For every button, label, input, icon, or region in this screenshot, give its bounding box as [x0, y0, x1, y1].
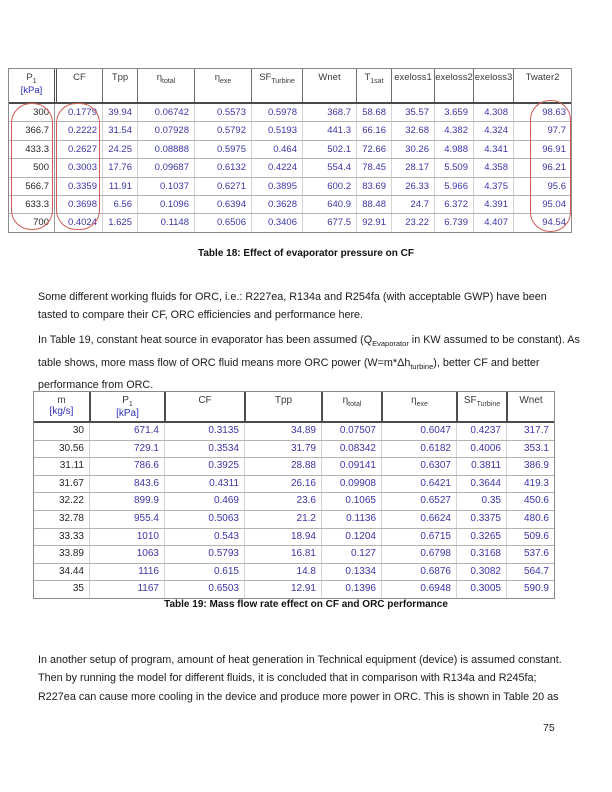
- table-cell: 0.6798: [381, 546, 456, 563]
- table-cell: 0.1037: [137, 178, 194, 195]
- table-cell: 24.25: [102, 141, 137, 158]
- table-cell: 92.91: [356, 214, 391, 231]
- column-header-t1sat: [356, 69, 391, 102]
- table-19-header: [34, 392, 554, 423]
- table-cell: 0.6503: [164, 581, 244, 598]
- table-cell: 0.2627: [54, 141, 102, 158]
- table-cell: 17.76: [102, 159, 137, 176]
- table-cell: 0.6047: [381, 423, 456, 440]
- table-cell: 1116: [89, 564, 164, 581]
- column-header-eta-exe: [381, 392, 456, 421]
- table-cell: 0.1204: [321, 529, 381, 546]
- text-line: R227ea can cause more cooling in the device and produce more power in ORC. This is shown in Table 20 as: [38, 690, 559, 703]
- table-cell: 4.375: [473, 178, 513, 195]
- column-header-p1: [9, 69, 54, 102]
- table-cell: 786.6: [89, 458, 164, 475]
- column-header-wnet: [506, 392, 554, 421]
- text-line: In Table 19, constant heat source in evaporator has been assumed ($Q_{Evaporator}$ in KW assumed to be constant). As: [38, 334, 580, 349]
- table-18-body: [9, 104, 571, 232]
- table-cell: 0.3644: [456, 476, 506, 493]
- table-cell: 0.6182: [381, 441, 456, 458]
- table-cell: 0.6506: [194, 214, 251, 231]
- table-row: [34, 458, 554, 476]
- column-header-tpp: [244, 392, 321, 421]
- column-header-label: $SF_{Turbine}$: [259, 72, 295, 85]
- table-cell: 0.3811: [456, 458, 506, 475]
- table-row: [9, 196, 571, 214]
- table-cell: 4.391: [473, 196, 513, 213]
- table-cell: 500: [33, 162, 49, 174]
- table-cell: 0.5792: [194, 122, 251, 139]
- column-header-m: [34, 392, 89, 421]
- table-cell: 35: [72, 583, 84, 595]
- text-line: In another setup of program, amount of heat generation in Technical equipment (device) is assumed constant.: [38, 654, 562, 666]
- column-header-label: exeloss3: [474, 72, 513, 83]
- table-cell: 0.3406: [251, 214, 302, 231]
- table-cell: 0.07928: [137, 122, 194, 139]
- table-cell: 21.2: [244, 511, 321, 528]
- table-18: [8, 68, 572, 233]
- table-cell: 14.8: [244, 564, 321, 581]
- table-cell: 0.6271: [194, 178, 251, 195]
- table-19-body: [34, 423, 554, 598]
- table-cell: 899.9: [89, 493, 164, 510]
- column-header-label: CF: [73, 72, 86, 83]
- table-cell: 441.3: [302, 122, 356, 139]
- table-cell: 6.372: [434, 196, 473, 213]
- table-cell: 0.6527: [381, 493, 456, 510]
- table-18-caption: Table 18: Effect of evaporator pressure on CF: [198, 248, 414, 259]
- column-header-label: $\eta_{exe}$: [411, 395, 428, 408]
- table-cell: 30.56: [58, 442, 84, 454]
- column-header-label: $\eta_{total}$: [342, 395, 362, 408]
- table-cell: 1063: [89, 546, 164, 563]
- table-cell: 0.3005: [456, 581, 506, 598]
- table-cell: 1167: [89, 581, 164, 598]
- table-cell: 590.9: [506, 581, 554, 598]
- column-header-sf-turbine: [456, 392, 506, 421]
- table-row: [34, 493, 554, 511]
- table-19: [33, 391, 555, 599]
- table-cell: 729.1: [89, 441, 164, 458]
- table-cell: 4.341: [473, 141, 513, 158]
- table-cell: 0.5978: [251, 104, 302, 121]
- table-cell: 95.6: [513, 178, 571, 195]
- paragraph-table19-intro: [38, 331, 598, 395]
- table-cell: 564.7: [506, 564, 554, 581]
- column-unit-label: [kPa]: [116, 408, 139, 419]
- table-cell: 843.6: [89, 476, 164, 493]
- table-cell: 0.1136: [321, 511, 381, 528]
- table-cell: 0.4311: [164, 476, 244, 493]
- table-cell: 28.17: [391, 159, 434, 176]
- table-cell: 4.407: [473, 214, 513, 231]
- column-header-cf: [164, 392, 244, 421]
- table-cell: 32.68: [391, 122, 434, 139]
- table-cell: 16.81: [244, 546, 321, 563]
- table-cell: 566.7: [25, 180, 49, 192]
- table-cell: 5.966: [434, 178, 473, 195]
- column-header-sf-turbine: [251, 69, 302, 102]
- table-row: [34, 546, 554, 564]
- column-header-label: m: [57, 395, 66, 406]
- table-cell: 700: [33, 217, 49, 229]
- table-cell: 640.9: [302, 196, 356, 213]
- table-cell: 0.1334: [321, 564, 381, 581]
- table-row: [34, 564, 554, 582]
- table-cell: 35.57: [391, 104, 434, 121]
- table-cell: 88.48: [356, 196, 391, 213]
- table-cell: 0.3265: [456, 529, 506, 546]
- column-header-wnet: [302, 69, 356, 102]
- table-cell: 31.67: [58, 477, 84, 489]
- table-cell: 0.07507: [321, 423, 381, 440]
- table-cell: 66.16: [356, 122, 391, 139]
- table-cell: 6.739: [434, 214, 473, 231]
- table-cell: 0.6624: [381, 511, 456, 528]
- table-cell: 0.6948: [381, 581, 456, 598]
- table-cell: 0.127: [321, 546, 381, 563]
- table-cell: 1010: [89, 529, 164, 546]
- table-cell: 633.3: [25, 198, 49, 210]
- table-cell: 0.6421: [381, 476, 456, 493]
- table-cell: 368.7: [302, 104, 356, 121]
- table-cell: 23.22: [391, 214, 434, 231]
- paragraph-working-fluids: [38, 288, 598, 325]
- table-cell: 72.66: [356, 141, 391, 158]
- column-header-label: Tpp: [111, 72, 129, 83]
- text-line: tasted to compare their CF, ORC efficiencies and performance here.: [38, 309, 364, 322]
- table-cell: 0.3375: [456, 511, 506, 528]
- table-cell: 0.4024: [54, 214, 102, 231]
- table-cell: 554.4: [302, 159, 356, 176]
- table-row: [9, 104, 571, 122]
- table-cell: 4.358: [473, 159, 513, 176]
- table-cell: 0.6132: [194, 159, 251, 176]
- table-cell: 0.6876: [381, 564, 456, 581]
- table-cell: 509.6: [506, 529, 554, 546]
- table-cell: 96.21: [513, 159, 571, 176]
- column-header-label: Twater2: [525, 72, 560, 83]
- table-cell: 34.89: [244, 423, 321, 440]
- table-cell: 0.1096: [137, 196, 194, 213]
- table-cell: 0.1396: [321, 581, 381, 598]
- column-header-label: exeloss1: [394, 72, 432, 83]
- table-cell: 5.509: [434, 159, 473, 176]
- table-cell: 0.5793: [164, 546, 244, 563]
- table-cell: 0.09687: [137, 159, 194, 176]
- table-cell: 32.22: [58, 495, 84, 507]
- table-cell: 0.3895: [251, 178, 302, 195]
- table-cell: 4.308: [473, 104, 513, 121]
- table-cell: 4.324: [473, 122, 513, 139]
- table-cell: 0.09908: [321, 476, 381, 493]
- table-cell: 955.4: [89, 511, 164, 528]
- table-cell: 98.63: [513, 104, 571, 121]
- column-header-exeloss2: [434, 69, 473, 102]
- table-cell: 600.2: [302, 178, 356, 195]
- table-cell: 6.56: [102, 196, 137, 213]
- table-row: [9, 141, 571, 159]
- table-19-caption: Table 19: Mass flow rate effect on CF and ORC performance: [164, 599, 448, 610]
- table-cell: 26.33: [391, 178, 434, 195]
- table-row: [34, 511, 554, 529]
- table-cell: 0.35: [456, 493, 506, 510]
- column-header-exeloss3: [473, 69, 513, 102]
- table-cell: 39.94: [102, 104, 137, 121]
- table-cell: 0.06742: [137, 104, 194, 121]
- table-cell: 97.7: [513, 122, 571, 139]
- table-cell: 12.91: [244, 581, 321, 598]
- table-cell: 0.464: [251, 141, 302, 158]
- table-cell: 1.625: [102, 214, 137, 231]
- column-header-label: Tpp: [274, 395, 293, 406]
- table-cell: 28.88: [244, 458, 321, 475]
- column-header-exeloss1: [391, 69, 434, 102]
- table-cell: 353.1: [506, 441, 554, 458]
- table-cell: 24.7: [391, 196, 434, 213]
- table-row: [9, 178, 571, 196]
- table-cell: 0.1148: [137, 214, 194, 231]
- column-header-label: exeloss2: [435, 72, 473, 83]
- table-cell: 0.4224: [251, 159, 302, 176]
- text-line: Some different working fluids for ORC, i.e.: R227ea, R134a and R254fa (with acceptable GWP) have been: [38, 291, 547, 303]
- table-row: [9, 122, 571, 140]
- table-cell: 0.615: [164, 564, 244, 581]
- column-header-label: $P_1$: [122, 395, 133, 408]
- table-cell: 0.3698: [54, 196, 102, 213]
- table-cell: 366.7: [25, 125, 49, 137]
- table-cell: 3.659: [434, 104, 473, 121]
- table-cell: 0.3925: [164, 458, 244, 475]
- table-row: [34, 423, 554, 441]
- table-cell: 58.68: [356, 104, 391, 121]
- table-cell: 95.04: [513, 196, 571, 213]
- column-header-p1: [89, 392, 164, 421]
- table-cell: 0.3359: [54, 178, 102, 195]
- table-row: [9, 214, 571, 231]
- table-cell: 0.08888: [137, 141, 194, 158]
- table-cell: 33.33: [58, 530, 84, 542]
- table-cell: 0.543: [164, 529, 244, 546]
- table-cell: 31.11: [59, 460, 84, 472]
- column-header-label: $\eta_{exe}$: [214, 72, 232, 85]
- table-cell: 677.5: [302, 214, 356, 231]
- table-cell: 0.3168: [456, 546, 506, 563]
- table-cell: 0.3135: [164, 423, 244, 440]
- table-cell: 502.1: [302, 141, 356, 158]
- table-cell: 317.7: [506, 423, 554, 440]
- table-cell: 0.2222: [54, 122, 102, 139]
- text-line: performance from ORC.: [38, 379, 154, 392]
- column-unit-label: [kPa]: [20, 84, 43, 96]
- text-line: Then by running the model for different fluids, it is concluded that in comparison with R134a and R245fa;: [38, 672, 537, 685]
- table-cell: 4.382: [434, 122, 473, 139]
- column-header-label: Wnet: [519, 395, 543, 406]
- table-cell: 0.5573: [194, 104, 251, 121]
- text-line: table shows, more mass flow of ORC fluid means more ORC power $(W=m*\Delta h_{turbine})$, better CF and better: [38, 356, 540, 371]
- column-unit-label: [kg/s]: [49, 406, 74, 417]
- table-cell: 0.3628: [251, 196, 302, 213]
- table-cell: 0.1779: [54, 104, 102, 121]
- table-cell: 0.6394: [194, 196, 251, 213]
- table-row: [34, 441, 554, 459]
- table-cell: 78.45: [356, 159, 391, 176]
- column-header-label: $\eta_{total}$: [156, 72, 176, 85]
- table-cell: 0.5975: [194, 141, 251, 158]
- column-header-label: $P_1$: [26, 72, 37, 85]
- table-cell: 31.79: [244, 441, 321, 458]
- table-cell: 30: [72, 425, 84, 436]
- table-cell: 0.09141: [321, 458, 381, 475]
- table-row: [34, 476, 554, 494]
- table-cell: 83.69: [356, 178, 391, 195]
- column-header-label: CF: [198, 395, 212, 406]
- column-header-label: $SF_{Turbine}$: [463, 395, 501, 408]
- table-row: [34, 581, 554, 598]
- table-cell: 386.9: [506, 458, 554, 475]
- table-cell: 671.4: [89, 423, 164, 440]
- table-cell: 480.6: [506, 511, 554, 528]
- table-18-header: [9, 69, 571, 104]
- table-cell: 18.94: [244, 529, 321, 546]
- table-row: [9, 159, 571, 177]
- table-cell: 0.5193: [251, 122, 302, 139]
- table-cell: 0.4237: [456, 423, 506, 440]
- table-cell: 0.08342: [321, 441, 381, 458]
- table-cell: 31.54: [102, 122, 137, 139]
- table-cell: 0.3003: [54, 159, 102, 176]
- column-header-cf: [54, 69, 102, 102]
- table-cell: 30.26: [391, 141, 434, 158]
- column-header-label: Wnet: [318, 72, 341, 83]
- table-cell: 433.3: [25, 143, 49, 155]
- table-cell: 0.3534: [164, 441, 244, 458]
- table-cell: 32.78: [58, 512, 84, 524]
- page-number: 75: [543, 722, 555, 734]
- table-cell: 11.91: [102, 178, 137, 195]
- column-header-label: $T_{1sat}$: [364, 72, 384, 85]
- column-header-eta-total: [137, 69, 194, 102]
- paragraph-table20-intro: [38, 651, 598, 706]
- table-row: [34, 529, 554, 547]
- table-cell: 33.89: [58, 548, 84, 560]
- column-header-tpp: [102, 69, 137, 102]
- table-cell: 96.91: [513, 141, 571, 158]
- table-cell: 94.54: [513, 214, 571, 231]
- column-header-eta-total: [321, 392, 381, 421]
- table-cell: 450.6: [506, 493, 554, 510]
- column-header-eta-exe: [194, 69, 251, 102]
- table-cell: 26.16: [244, 476, 321, 493]
- table-cell: 34.44: [58, 565, 84, 577]
- table-cell: 0.6715: [381, 529, 456, 546]
- table-cell: 0.1065: [321, 493, 381, 510]
- table-cell: 23.6: [244, 493, 321, 510]
- table-cell: 4.988: [434, 141, 473, 158]
- table-cell: 0.6307: [381, 458, 456, 475]
- table-cell: 300: [33, 107, 49, 118]
- table-cell: 537.6: [506, 546, 554, 563]
- table-cell: 419.3: [506, 476, 554, 493]
- table-cell: 0.4006: [456, 441, 506, 458]
- column-header-twater2: [513, 69, 571, 102]
- table-cell: 0.469: [164, 493, 244, 510]
- table-cell: 0.3082: [456, 564, 506, 581]
- table-cell: 0.5063: [164, 511, 244, 528]
